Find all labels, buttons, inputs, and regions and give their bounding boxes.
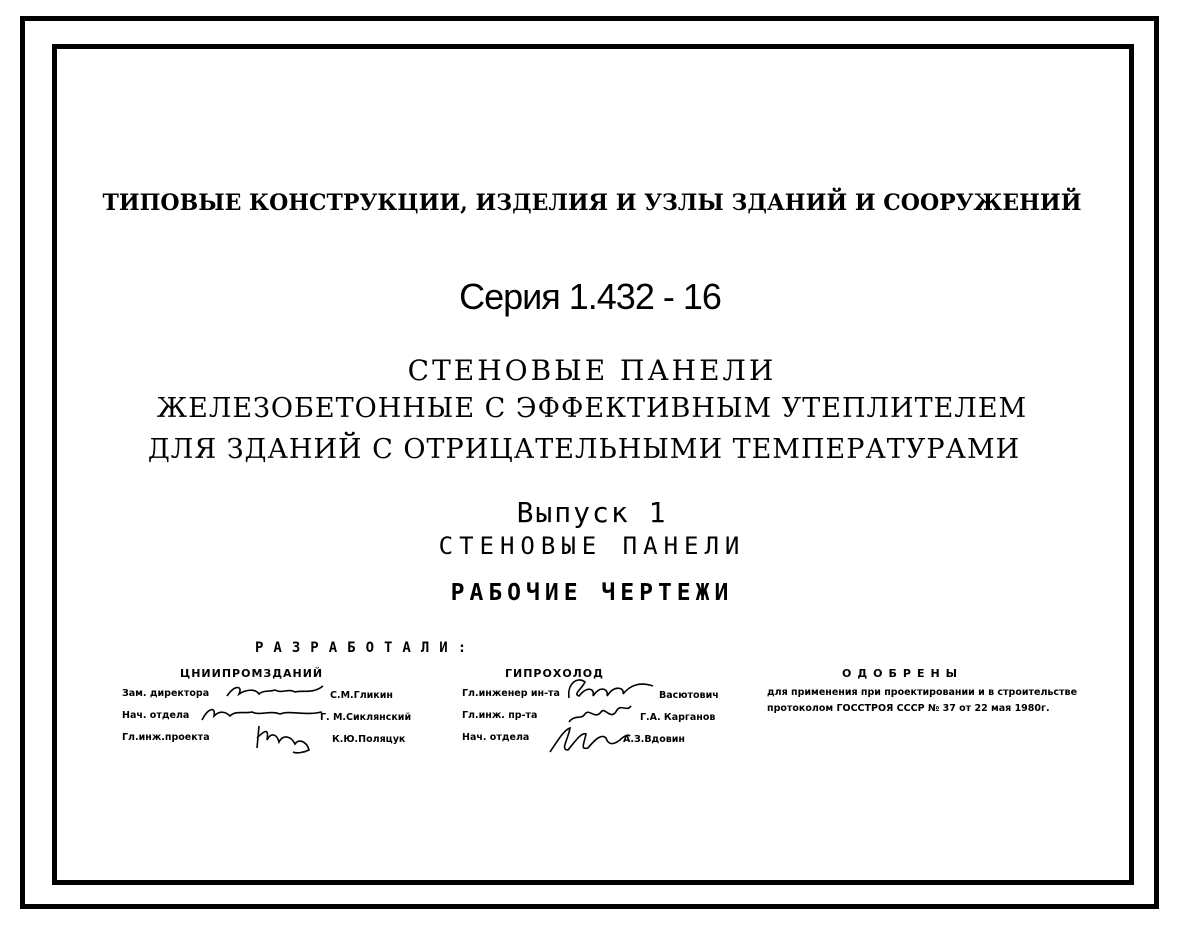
collection-header: ТИПОВЫЕ КОНСТРУКЦИИ, ИЗДЕЛИЯ И УЗЛЫ ЗДАНИЙ И СООРУЖЕНИЙ [102, 190, 1082, 216]
issue-subtitle: СТЕНОВЫЕ ПАНЕЛИ [438, 532, 746, 560]
org-middle-person-3: А.З.Вдовин [623, 734, 685, 745]
org-left-person-1: С.М.Гликин [330, 690, 393, 701]
org-middle-person-1: Васютович [659, 690, 719, 701]
org-middle-person-2: Г.А. Карганов [640, 712, 716, 723]
signature-middle-3 [546, 722, 631, 758]
org-left-person-3: К.Ю.Поляцук [332, 734, 406, 745]
issue-number: Выпуск 1 [516, 496, 668, 529]
title-line-3: ДЛЯ ЗДАНИЙ С ОТРИЦАТЕЛЬНЫМИ ТЕМПЕРАТУРАМИ [147, 434, 1021, 465]
drawing-type: РАБОЧИЕ ЧЕРТЕЖИ [450, 580, 734, 606]
org-middle-role-1: Гл.инженер ин-та [462, 688, 560, 699]
org-middle-role-2: Гл.инж. пр-та [462, 710, 538, 721]
signature-left-3 [253, 722, 318, 756]
title-line-1: СТЕНОВЫЕ ПАНЕЛИ [407, 354, 777, 387]
approval-line-2: протоколом ГОССТРОЯ СССР № 37 от 22 мая 1980г. [767, 703, 1050, 714]
org-left-role-2: Нач. отдела [122, 710, 190, 721]
org-left-role-3: Гл.инж.проекта [122, 732, 210, 743]
developed-by-label: РАЗРАБОТАЛИ: [255, 640, 477, 656]
approval-label: ОДОБРЕНЫ [842, 667, 964, 680]
signature-left-1 [225, 680, 325, 704]
series-number: Серия 1.432 - 16 [459, 276, 721, 317]
org-left-person-2: Г. М.Сиклянский [320, 712, 412, 723]
org-left-role-1: Зам. директора [122, 688, 210, 699]
org-middle-role-3: Нач. отдела [462, 732, 530, 743]
org-middle-name: ГИПРОХОЛОД [505, 667, 604, 680]
approval-line-1: для применения при проектировании и в строительстве [767, 687, 1078, 698]
org-left-name: ЦНИИПРОМЗДАНИЙ [180, 667, 324, 680]
title-line-2: ЖЕЛЕЗОБЕТОННЫЕ С ЭФФЕКТИВНЫМ УТЕПЛИТЕЛЕМ [156, 393, 1028, 424]
